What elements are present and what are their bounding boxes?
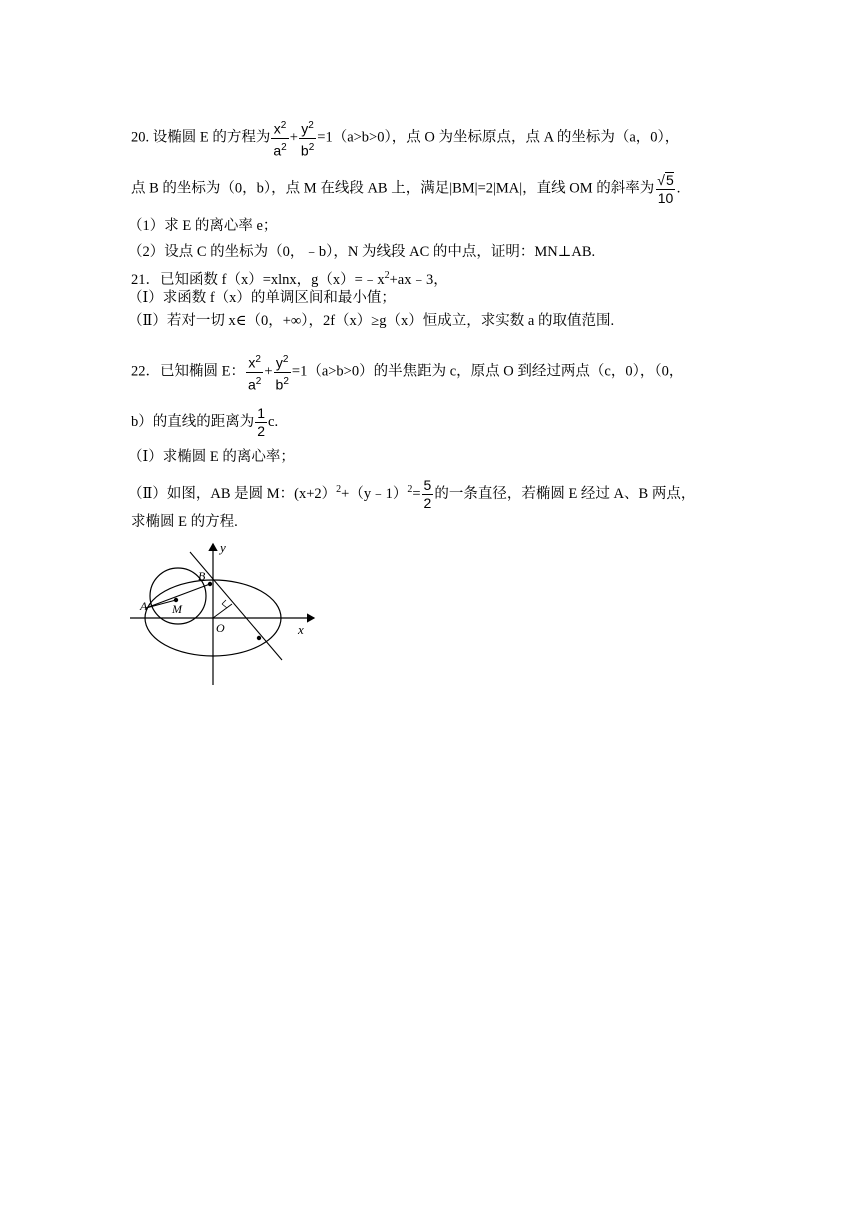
q20-slope-fraction: √ 5 10 [657,172,674,206]
q22-fraction-x2-a2: $\frac{x^2}{a^2}$ [247,354,262,393]
q20-text-1b: =1（a>b>0），点 O 为坐标原点，点 A 的坐标为（a，0）， [317,129,680,146]
point-c [257,636,261,640]
ellipse-circle-figure [128,540,328,690]
perpendicular-line [213,604,232,618]
q20-fraction-x2-a2: $\frac{x^2}{a^2}$ [273,120,287,159]
label-y: y [220,540,226,555]
label-x: x [298,622,304,637]
label-o: O [216,621,225,635]
point-b [208,582,212,586]
right-angle-mark-2 [222,604,227,608]
q21-part-2: （Ⅱ）若对一切 x∈（0，+∞），2f（x）≥g（x）恒成立，求实数 a 的取值范围. [128,313,615,329]
right-angle-mark-1 [222,600,226,604]
q22-line-2: b）的直线的距离为 $\frac{1}{2}$ c. [131,405,279,439]
q22-part-3: 求椭圆 E 的方程. [131,514,238,530]
label-m: M [172,602,182,616]
q20-text-1a: 设椭圆 E 的方程为 [152,129,271,146]
q21-line-1: 21．已知函数 f（x）=xlnx，$g(x)=﹣x^2+ax﹣3$， [131,270,448,288]
q22-part-1: （Ⅰ）求椭圆 E 的离心率； [128,449,295,465]
label-a: A [140,599,148,613]
q20-part-2: （2）设点 C 的坐标为（0，﹣b），N 为线段 AC 的中点，证明：MN⊥AB. [128,244,596,260]
q22-line-1: 22．已知椭圆 E： $\frac{x^2}{a^2}$ + $\frac{y^2}{b^2}$ =1（a>b>0）的半焦距为 c，原点 O 到经过两点（c，0），（0， [131,354,684,393]
q20-number: 20. [131,129,150,146]
q22-half-fraction: $\frac{1}{2}$ [257,405,266,439]
q20-line-2: 点 B 的坐标为（0，b），点 M 在线段 AB 上，满足|BM|=2|MA|，直线 OM 的斜率为 √ 5 10 . [131,172,681,206]
q20-fraction-y2-b2: $\frac{y^2}{b^2}$ [300,120,315,159]
q22-part-2: （Ⅱ）如图，AB 是圆 M：(x+2）$^2$+（y﹣1）$^2$= $\frac{5}{2}$ 的一条直径，若椭圆 E 经过 A、B 两点， [128,477,696,511]
q20-text-2a: 点 B 的坐标为（0，b），点 M 在线段 AB 上，满足|BM|=2|MA|，直线 OM 的斜率为 [131,180,655,197]
q22-fraction-y2-b2: $\frac{y^2}{b^2}$ [275,354,289,393]
q20-line-1: 20. 设椭圆 E 的方程为 $\frac{x^2}{a^2}$ + $\frac{y^2}{b^2}$ =1（a>b>0），点 O 为坐标原点，点 A 的坐标为（a，0）， [131,120,680,159]
q20-part-1: （1）求 E 的离心率 e； [128,218,278,234]
label-b: B [198,569,206,583]
q22-five-half-fraction: $\frac{5}{2}$ [423,477,432,511]
q21-part-1: （Ⅰ）求函数 f（x）的单调区间和最小值； [128,290,396,306]
